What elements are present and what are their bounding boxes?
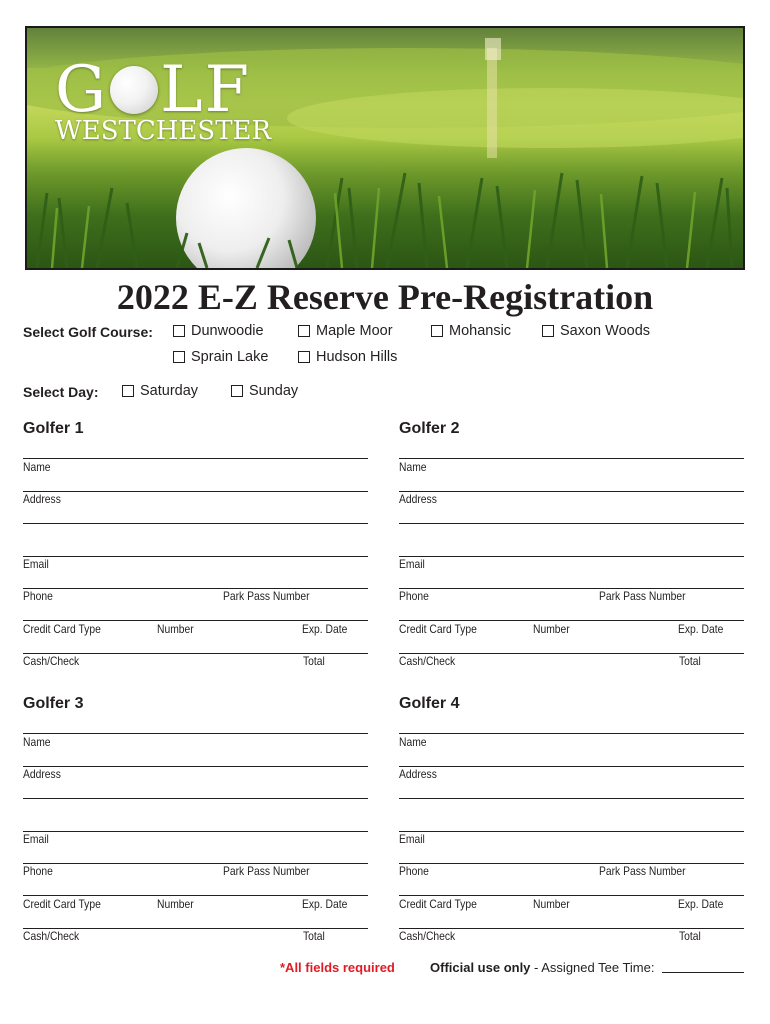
- golfer-4-field-line[interactable]: [399, 895, 744, 896]
- course-option-dunwoodie[interactable]: Dunwoodie: [173, 323, 264, 339]
- golfer-4-email-label: Email: [399, 832, 425, 846]
- golfer-1-park-pass-label: Park Pass Number: [223, 589, 310, 603]
- golfer-1-heading: Golfer 1: [23, 420, 84, 437]
- golfer-1-field-line[interactable]: [23, 556, 368, 557]
- checkbox-icon[interactable]: [298, 351, 310, 363]
- golf-ball-icon: [110, 66, 158, 114]
- golfer-4-cash-check-label: Cash/Check: [399, 929, 456, 943]
- course-option-hudson-hills[interactable]: Hudson Hills: [298, 349, 397, 365]
- golfer-4-heading: Golfer 4: [399, 695, 460, 712]
- golfer-1-field-line[interactable]: [23, 620, 368, 621]
- golfer-2-total-label: Total: [679, 654, 701, 668]
- golfer-3-park-pass-label: Park Pass Number: [223, 864, 310, 878]
- golfer-4-name-label: Name: [399, 735, 427, 749]
- golfer-2-heading: Golfer 2: [399, 420, 460, 437]
- day-option-saturday[interactable]: Saturday: [122, 383, 198, 399]
- form-title: 2022 E-Z Reserve Pre-Registration: [116, 277, 654, 317]
- golfer-2-field-line[interactable]: [399, 556, 744, 557]
- checkbox-icon[interactable]: [173, 351, 185, 363]
- day-option-sunday[interactable]: Sunday: [231, 383, 298, 399]
- course-option-maple-moor[interactable]: Maple Moor: [298, 323, 393, 339]
- course-option-sprain-lake[interactable]: Sprain Lake: [173, 349, 268, 365]
- golfer-3-address-label: Address: [23, 767, 61, 781]
- golfer-2-field-line[interactable]: [399, 491, 744, 492]
- golfer-1-email-label: Email: [23, 557, 49, 571]
- golfer-2-card-number-label: Number: [533, 622, 570, 636]
- golfer-1-field-line[interactable]: [23, 491, 368, 492]
- logo-wordmark: G LF: [55, 53, 252, 127]
- golfer-1-field-line[interactable]: [23, 588, 368, 589]
- golfer-3-field-line[interactable]: [23, 766, 368, 767]
- golfer-4-total-label: Total: [679, 929, 701, 943]
- golfer-3-exp-date-label: Exp. Date: [302, 897, 348, 911]
- golfer-2-exp-date-label: Exp. Date: [678, 622, 724, 636]
- checkbox-icon[interactable]: [173, 325, 185, 337]
- golfer-4-park-pass-label: Park Pass Number: [599, 864, 686, 878]
- golfer-4-address-label: Address: [399, 767, 437, 781]
- golfer-3-card-number-label: Number: [157, 897, 194, 911]
- course-option-mohansic[interactable]: Mohansic: [431, 323, 511, 339]
- golfer-2-cash-check-label: Cash/Check: [399, 654, 456, 668]
- official-use-note: Official use only - Assigned Tee Time:: [430, 960, 655, 975]
- golfer-2-email-label: Email: [399, 557, 425, 571]
- golfer-4-field-line[interactable]: [399, 863, 744, 864]
- golfer-2-park-pass-label: Park Pass Number: [599, 589, 686, 603]
- checkbox-icon[interactable]: [298, 325, 310, 337]
- select-course-label: Select Golf Course:: [23, 324, 153, 340]
- golfer-1-card-number-label: Number: [157, 622, 194, 636]
- select-day-label: Select Day:: [23, 384, 99, 400]
- header-banner: [25, 26, 745, 270]
- golfer-4-field-line[interactable]: [399, 766, 744, 767]
- checkbox-icon[interactable]: [542, 325, 554, 337]
- golfer-2-address-label: Address: [399, 492, 437, 506]
- golfer-2-field-line[interactable]: [399, 620, 744, 621]
- golfer-1-name-label: Name: [23, 460, 51, 474]
- golfer-1-exp-date-label: Exp. Date: [302, 622, 348, 636]
- golfer-1-credit-card-type-label: Credit Card Type: [23, 622, 101, 636]
- logo-subtitle: WESTCHESTER: [55, 116, 272, 146]
- golfer-1-field-line[interactable]: [23, 523, 368, 524]
- tee-time-field[interactable]: [662, 972, 744, 973]
- checkbox-icon[interactable]: [231, 385, 243, 397]
- golfer-3-phone-label: Phone: [23, 864, 53, 878]
- golfer-2-field-line[interactable]: [399, 523, 744, 524]
- golfer-1-phone-label: Phone: [23, 589, 53, 603]
- golfer-1-field-line[interactable]: [23, 458, 368, 459]
- golfer-2-field-line[interactable]: [399, 588, 744, 589]
- golfer-3-name-label: Name: [23, 735, 51, 749]
- golfer-3-field-line[interactable]: [23, 733, 368, 734]
- golfer-3-field-line[interactable]: [23, 863, 368, 864]
- golfer-3-field-line[interactable]: [23, 895, 368, 896]
- golfer-4-credit-card-type-label: Credit Card Type: [399, 897, 477, 911]
- golfer-1-total-label: Total: [303, 654, 325, 668]
- required-note: *All fields required: [280, 960, 395, 975]
- golfer-4-field-line[interactable]: [399, 831, 744, 832]
- golfer-3-field-line[interactable]: [23, 831, 368, 832]
- golfer-2-field-line[interactable]: [399, 458, 744, 459]
- golfer-3-credit-card-type-label: Credit Card Type: [23, 897, 101, 911]
- golf-westchester-logo: [55, 53, 272, 146]
- golfer-3-heading: Golfer 3: [23, 695, 84, 712]
- golfer-2-name-label: Name: [399, 460, 427, 474]
- golfer-3-total-label: Total: [303, 929, 325, 943]
- golfer-4-exp-date-label: Exp. Date: [678, 897, 724, 911]
- checkbox-icon[interactable]: [431, 325, 443, 337]
- golfer-1-address-label: Address: [23, 492, 61, 506]
- golfer-4-card-number-label: Number: [533, 897, 570, 911]
- golfer-3-email-label: Email: [23, 832, 49, 846]
- golfer-1-cash-check-label: Cash/Check: [23, 654, 80, 668]
- golfer-3-field-line[interactable]: [23, 798, 368, 799]
- golfer-4-field-line[interactable]: [399, 798, 744, 799]
- course-option-saxon-woods[interactable]: Saxon Woods: [542, 323, 650, 339]
- golfer-2-phone-label: Phone: [399, 589, 429, 603]
- golfer-2-credit-card-type-label: Credit Card Type: [399, 622, 477, 636]
- golfer-3-cash-check-label: Cash/Check: [23, 929, 80, 943]
- golfer-4-field-line[interactable]: [399, 733, 744, 734]
- checkbox-icon[interactable]: [122, 385, 134, 397]
- golfer-4-phone-label: Phone: [399, 864, 429, 878]
